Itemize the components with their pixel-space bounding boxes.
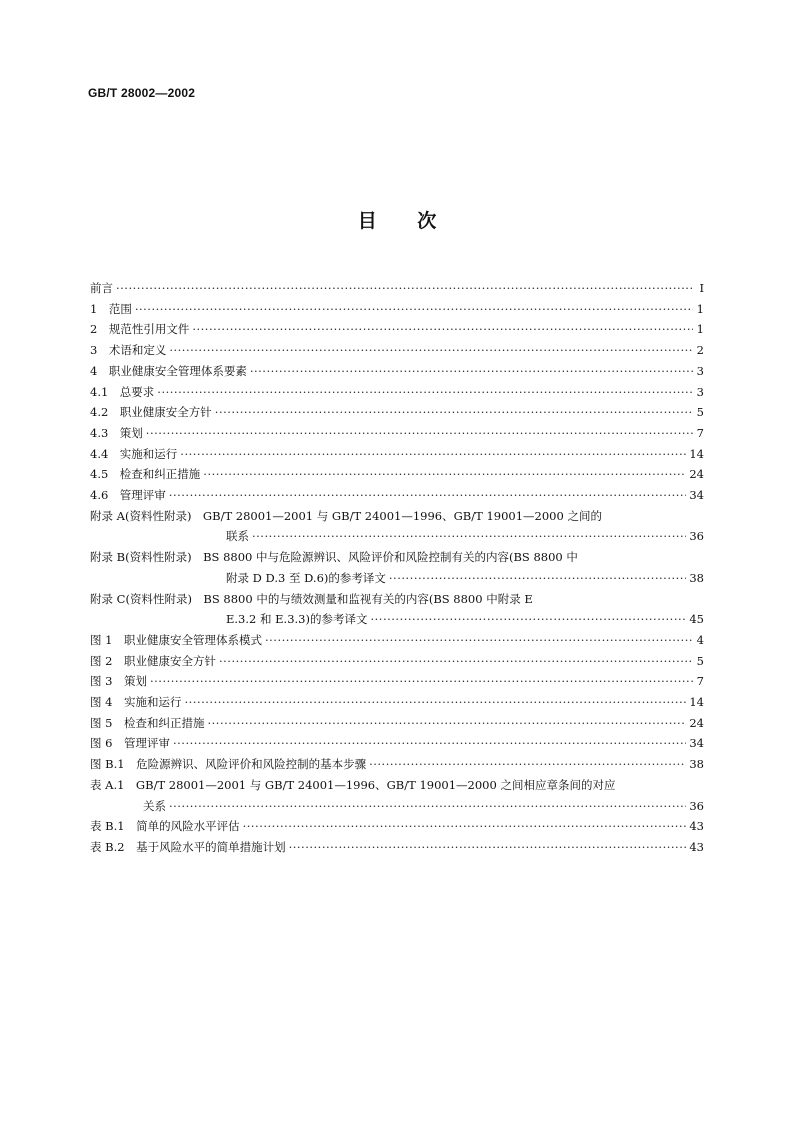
toc-entry-annex-c-title[interactable]: 附录 C(资料性附录) BS 8800 中的与绩效测量和监视有关的内容(BS 8800 中附录 E (90, 591, 533, 606)
toc-page-number: 36 (689, 798, 704, 813)
toc-page-number: 14 (689, 446, 704, 461)
toc-entry-label: 图 1 职业健康安全管理体系模式 (90, 632, 262, 647)
toc-entry-annex-c[interactable] (90, 609, 704, 630)
toc-leader-dots (203, 464, 686, 485)
toc-entry-figure-6[interactable] (90, 733, 704, 754)
table-of-contents (90, 278, 704, 858)
toc-leader-dots (150, 671, 693, 692)
toc-entry-label: 图 2 职业健康安全方针 (90, 653, 216, 668)
toc-entry-figure-5[interactable] (90, 713, 704, 734)
toc-leader-dots (370, 609, 686, 630)
toc-page-number: 5 (696, 405, 704, 420)
toc-entry-label-continued: 联系 (226, 529, 249, 544)
toc-entry-label: 4.6 管理评审 (90, 488, 166, 503)
toc-page-number: 1 (696, 301, 704, 316)
toc-page-number: 14 (689, 695, 704, 710)
toc-page-number: 7 (696, 425, 704, 440)
toc-entry-section-4[interactable] (90, 361, 704, 382)
toc-leader-dots (180, 444, 686, 465)
toc-leader-dots (173, 733, 686, 754)
toc-page-number: 34 (689, 736, 704, 751)
document-code: GB/T 28002—2002 (88, 86, 196, 100)
toc-entry-annex-b[interactable] (90, 568, 704, 589)
toc-leader-dots (207, 713, 686, 734)
toc-leader-dots (252, 526, 686, 547)
toc-entry-section-4-6[interactable] (90, 485, 704, 506)
toc-entry-label: 图 6 管理评审 (90, 736, 170, 751)
toc-leader-dots (192, 319, 693, 340)
toc-leader-dots (243, 816, 687, 837)
toc-entry-label: 4.5 检查和纠正措施 (90, 467, 201, 482)
toc-entry-section-4-2[interactable] (90, 402, 704, 423)
toc-entry-label: 4 职业健康安全管理体系要素 (90, 363, 247, 378)
toc-entry-table-a1-title[interactable]: 表 A.1 GB/T 28001—2001 与 GB/T 24001—1996、GB/T 19001—2000 之间相应章条间的对应 (90, 777, 616, 792)
toc-page-number: 38 (689, 757, 704, 772)
toc-entry-label: 4.3 策划 (90, 425, 143, 440)
toc-leader-dots (289, 837, 687, 858)
toc-page-number: 5 (696, 653, 704, 668)
toc-entry-table-b1[interactable] (90, 816, 704, 837)
toc-entry-annex-b-title[interactable]: 附录 B(资料性附录) BS 8800 中与危险源辨识、风险评价和风险控制有关的内容(BS 8800 中 (90, 550, 578, 565)
toc-entry-figure-3[interactable] (90, 671, 704, 692)
toc-entry-label: 4.4 实施和运行 (90, 446, 178, 461)
toc-page-number: 2 (696, 343, 704, 358)
toc-entry-section-4-1[interactable] (90, 382, 704, 403)
toc-page-number: 3 (696, 384, 704, 399)
toc-page-number: 24 (689, 715, 704, 730)
toc-entry-label: 图 5 检查和纠正措施 (90, 715, 205, 730)
toc-entry-label: 前言 (90, 281, 113, 295)
toc-leader-dots (250, 361, 693, 382)
toc-entry-section-3[interactable] (90, 340, 704, 361)
toc-leader-dots (135, 299, 693, 320)
toc-entry-table-b2[interactable] (90, 837, 704, 858)
toc-leader-dots (215, 402, 693, 423)
toc-entry-label: 3 术语和定义 (90, 343, 167, 358)
toc-entry-label-continued: 附录 D D.3 至 D.6)的参考译文 (226, 570, 386, 585)
toc-entry-foreword[interactable] (90, 278, 704, 299)
toc-entry-label-continued: E.3.2 和 E.3.3)的参考译文 (226, 612, 368, 627)
toc-entry-figure-4[interactable] (90, 692, 704, 713)
toc-leader-dots (184, 692, 686, 713)
toc-leader-dots (146, 423, 693, 444)
toc-entry-section-1[interactable] (90, 299, 704, 320)
toc-entry-label: 2 规范性引用文件 (90, 322, 190, 337)
toc-entry-label: 图 4 实施和运行 (90, 695, 182, 710)
toc-page-number: 3 (696, 363, 704, 378)
toc-entry-label: 4.1 总要求 (90, 384, 155, 399)
toc-entry-section-2[interactable] (90, 319, 704, 340)
toc-leader-dots (389, 568, 686, 589)
toc-page-number: 1 (696, 322, 704, 337)
toc-page-number: 43 (689, 819, 704, 834)
toc-entry-table-a1[interactable] (90, 796, 704, 817)
toc-entry-annex-a[interactable] (90, 526, 704, 547)
toc-leader-dots (169, 796, 686, 817)
toc-leader-dots (116, 278, 693, 299)
toc-entry-label: 4.2 职业健康安全方针 (90, 405, 212, 420)
toc-entry-section-4-3[interactable] (90, 423, 704, 444)
toc-entry-label: 1 范围 (90, 301, 132, 316)
toc-entry-section-4-5[interactable] (90, 464, 704, 485)
toc-page-number: 43 (689, 839, 704, 854)
toc-leader-dots (169, 485, 687, 506)
toc-leader-dots (169, 340, 693, 361)
toc-page-number: 36 (689, 529, 704, 544)
toc-entry-label: 表 B.1 简单的风险水平评估 (90, 819, 240, 834)
toc-page-number: 24 (689, 467, 704, 482)
toc-leader-dots (219, 651, 693, 672)
toc-entry-label-continued: 关系 (143, 798, 166, 813)
toc-entry-figure-b1[interactable] (90, 754, 704, 775)
toc-page-number: I (699, 281, 704, 295)
toc-leader-dots (265, 630, 693, 651)
toc-page-number: 7 (696, 674, 704, 689)
toc-page-number: 4 (696, 632, 704, 647)
toc-entry-annex-a-title[interactable]: 附录 A(资料性附录) GB/T 28001—2001 与 GB/T 24001—1996、GB/T 19001—2000 之间的 (90, 508, 602, 523)
page-title: 目 次 (357, 210, 437, 232)
toc-entry-label: 图 B.1 危险源辨识、风险评价和风险控制的基本步骤 (90, 757, 367, 772)
toc-entry-figure-2[interactable] (90, 651, 704, 672)
toc-entry-label: 表 B.2 基于风险水平的简单措施计划 (90, 839, 286, 854)
toc-entry-section-4-4[interactable] (90, 444, 704, 465)
toc-leader-dots (369, 754, 686, 775)
toc-page-number: 45 (689, 612, 704, 627)
toc-page-number: 34 (689, 488, 704, 503)
toc-page-number: 38 (689, 570, 704, 585)
toc-entry-label: 图 3 策划 (90, 674, 147, 689)
toc-leader-dots (157, 382, 693, 403)
toc-entry-figure-1[interactable] (90, 630, 704, 651)
